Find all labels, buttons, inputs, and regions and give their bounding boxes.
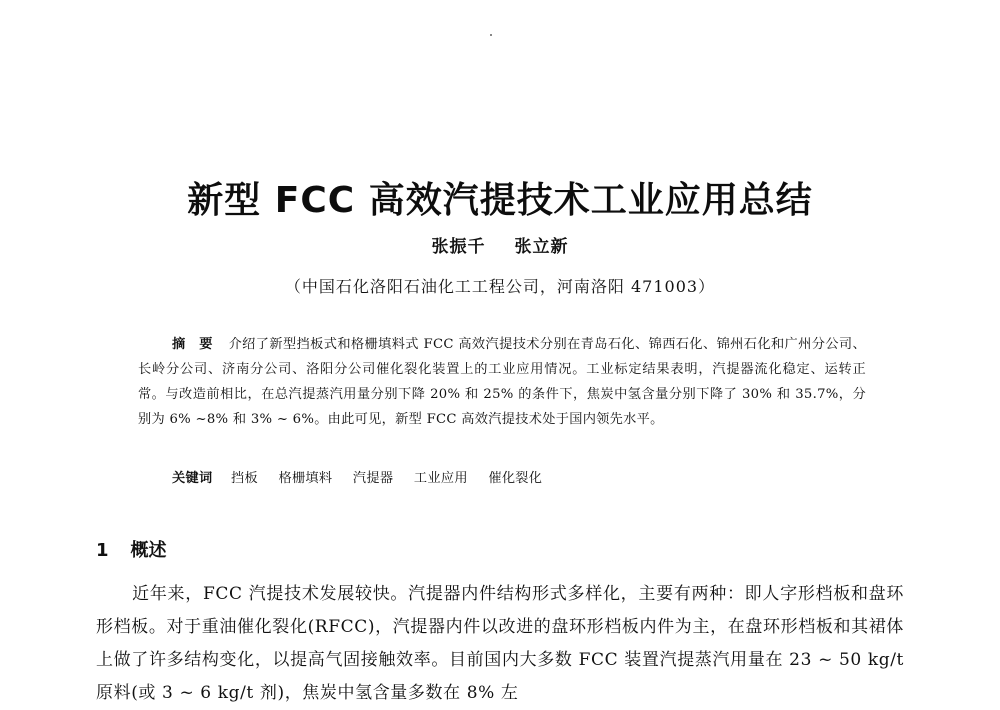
keywords-label: 关键词 (172, 471, 213, 486)
keyword-item: 汽提器 (352, 471, 394, 486)
abstract (138, 332, 866, 432)
keyword-item: 格栅填料 (278, 471, 333, 486)
paper-authors: 张振千 张立新 (431, 237, 569, 257)
paper-affiliation: （中国石化洛阳石油化工工程公司，河南洛阳 471003） (284, 277, 716, 296)
section-heading (96, 536, 167, 562)
abstract-text: 介绍了新型挡板式和格栅填料式 FCC 高效汽提技术分别在青岛石化、锦西石化、锦州石化和广州分公司、长岭分公司、济南分公司、洛阳分公司催化裂化装置上的工业应用情况。工业标定结果表明，汽提器流化稳定、运转正常。与改造前相比，在总汽提蒸汽用量分别下降 20% 和 25% 的条件下，焦炭中氢含量分别下降了 30% 和 35.7%，分别为 6% ~8% 和 3% ~ 6%。由此可见，新型 FCC 高效汽提技术处于国内领先水平。 (138, 337, 866, 427)
scan-speck (490, 34, 492, 36)
section-title: 概述 (130, 540, 167, 561)
keywords (172, 466, 872, 491)
paper-title: 新型 FCC 高效汽提技术工业应用总结 (187, 180, 813, 221)
keyword-item: 催化裂化 (488, 471, 543, 486)
keyword-item: 挡板 (230, 471, 258, 486)
body-paragraph (96, 578, 904, 710)
abstract-label: 摘要 (172, 337, 227, 352)
section-number: 1 (96, 540, 109, 561)
keyword-item: 工业应用 (413, 471, 468, 486)
body-text: 近年来，FCC 汽提技术发展较快。汽提器内件结构形式多样化，主要有两种：即人字形档板和盘环形档板。对于重油催化裂化(RFCC)，汽提器内件以改进的盘环形档板内件为主，在盘环形档板和其裙体上做了许多结构变化，以提高气固接触效率。目前国内大多数 FCC 装置汽提蒸汽用量在 23 ~ 50 kg/t 原料(或 3 ~ 6 kg/t 剂)，焦炭中氢含量多数在 8% 左 (96, 584, 904, 703)
